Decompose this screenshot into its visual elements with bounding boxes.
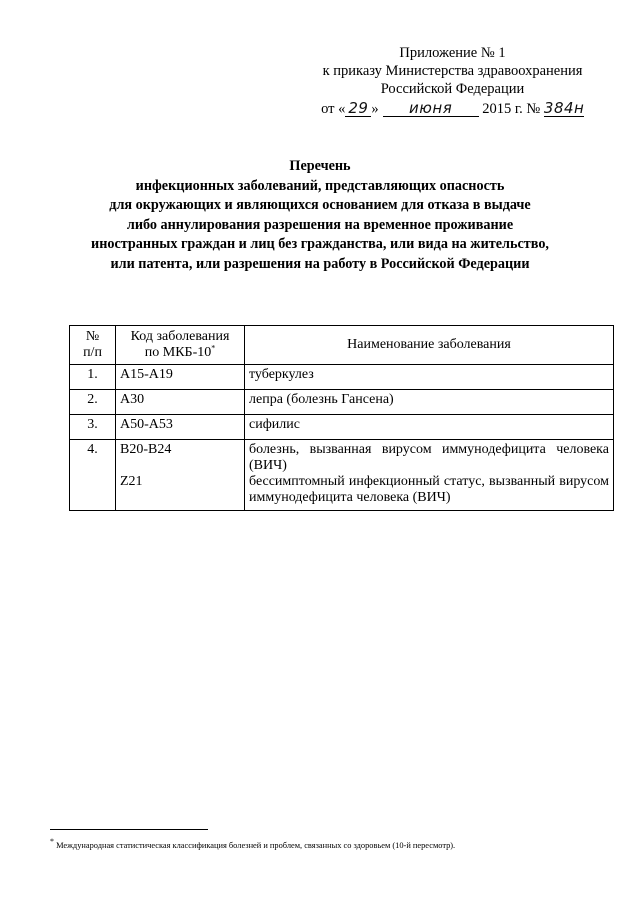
- row-code: A15-A19: [116, 365, 245, 390]
- federation-label: Российской Федерации: [380, 81, 525, 97]
- row-disease: туберкулез: [245, 365, 614, 390]
- date-prefix: от «: [321, 101, 346, 117]
- date-quote-close: »: [371, 101, 379, 117]
- row-code: A30: [116, 390, 245, 415]
- title-line: либо аннулирования разрешения на временное проживание: [126, 216, 514, 233]
- row-number: 2.: [70, 390, 116, 415]
- code-spacer: [120, 458, 240, 474]
- row-code-primary: B20-B24: [120, 442, 172, 457]
- order-month: июня: [383, 100, 479, 117]
- code-spacer: [120, 490, 240, 508]
- order-day: 29: [345, 100, 371, 117]
- row-disease: сифилис: [245, 415, 614, 440]
- header-disease-name: Наименование заболевания: [245, 326, 614, 365]
- order-year: 2015 г. №: [482, 101, 541, 117]
- header-code-line2: по МКБ-10: [144, 345, 212, 360]
- row-code: [116, 440, 245, 511]
- table-row: [70, 365, 614, 390]
- appendix-label: Приложение № 1: [399, 45, 506, 61]
- order-date-line: [300, 100, 605, 118]
- row-disease-secondary: бессимптомный инфекционный статус, вызванный вирусом иммунодефицита человека (ВИЧ): [249, 474, 609, 505]
- header-code-line1: Код заболевания: [130, 329, 230, 344]
- header-number-line1: №: [85, 329, 100, 344]
- header-number: [70, 326, 116, 365]
- order-reference: к приказу Министерства здравоохранения: [322, 63, 583, 79]
- footnote-text: Международная статистическая классификация болезней и проблем, связанных со здоровьем (10-й пересмотр).: [56, 841, 456, 850]
- footnote-mark: *: [211, 343, 216, 353]
- footnote-divider: [50, 829, 208, 830]
- row-number: 3.: [70, 415, 116, 440]
- table-row: [70, 390, 614, 415]
- row-number: 1.: [70, 365, 116, 390]
- document-title: [40, 157, 600, 275]
- title-line: или патента, или разрешения на работу в Российской Федерации: [110, 255, 530, 272]
- title-line: для окружающих и являющихся основанием для отказа в выдаче: [109, 197, 531, 214]
- order-number: 384н: [543, 99, 585, 117]
- disease-table: [69, 325, 614, 511]
- header-number-line2: п/п: [83, 345, 102, 360]
- row-disease-primary: болезнь, вызванная вирусом иммунодефицита человека (ВИЧ): [249, 442, 609, 473]
- title-line: иностранных граждан и лиц без гражданства, или вида на жительство,: [91, 236, 549, 253]
- row-number: 4.: [70, 440, 116, 511]
- row-code: A50-A53: [116, 415, 245, 440]
- title-line: Перечень: [289, 158, 351, 174]
- row-code-secondary: Z21: [120, 474, 143, 489]
- row-disease: [245, 440, 614, 511]
- table-row: [70, 415, 614, 440]
- header-code: [116, 326, 245, 365]
- footnote: [50, 837, 610, 851]
- footnote-mark: *: [50, 837, 54, 847]
- row-disease: лепра (болезнь Гансена): [245, 390, 614, 415]
- table-row: [70, 440, 614, 511]
- table-header-row: [70, 326, 614, 365]
- title-line: инфекционных заболеваний, представляющих опасность: [135, 177, 505, 194]
- appendix-header: [300, 44, 605, 118]
